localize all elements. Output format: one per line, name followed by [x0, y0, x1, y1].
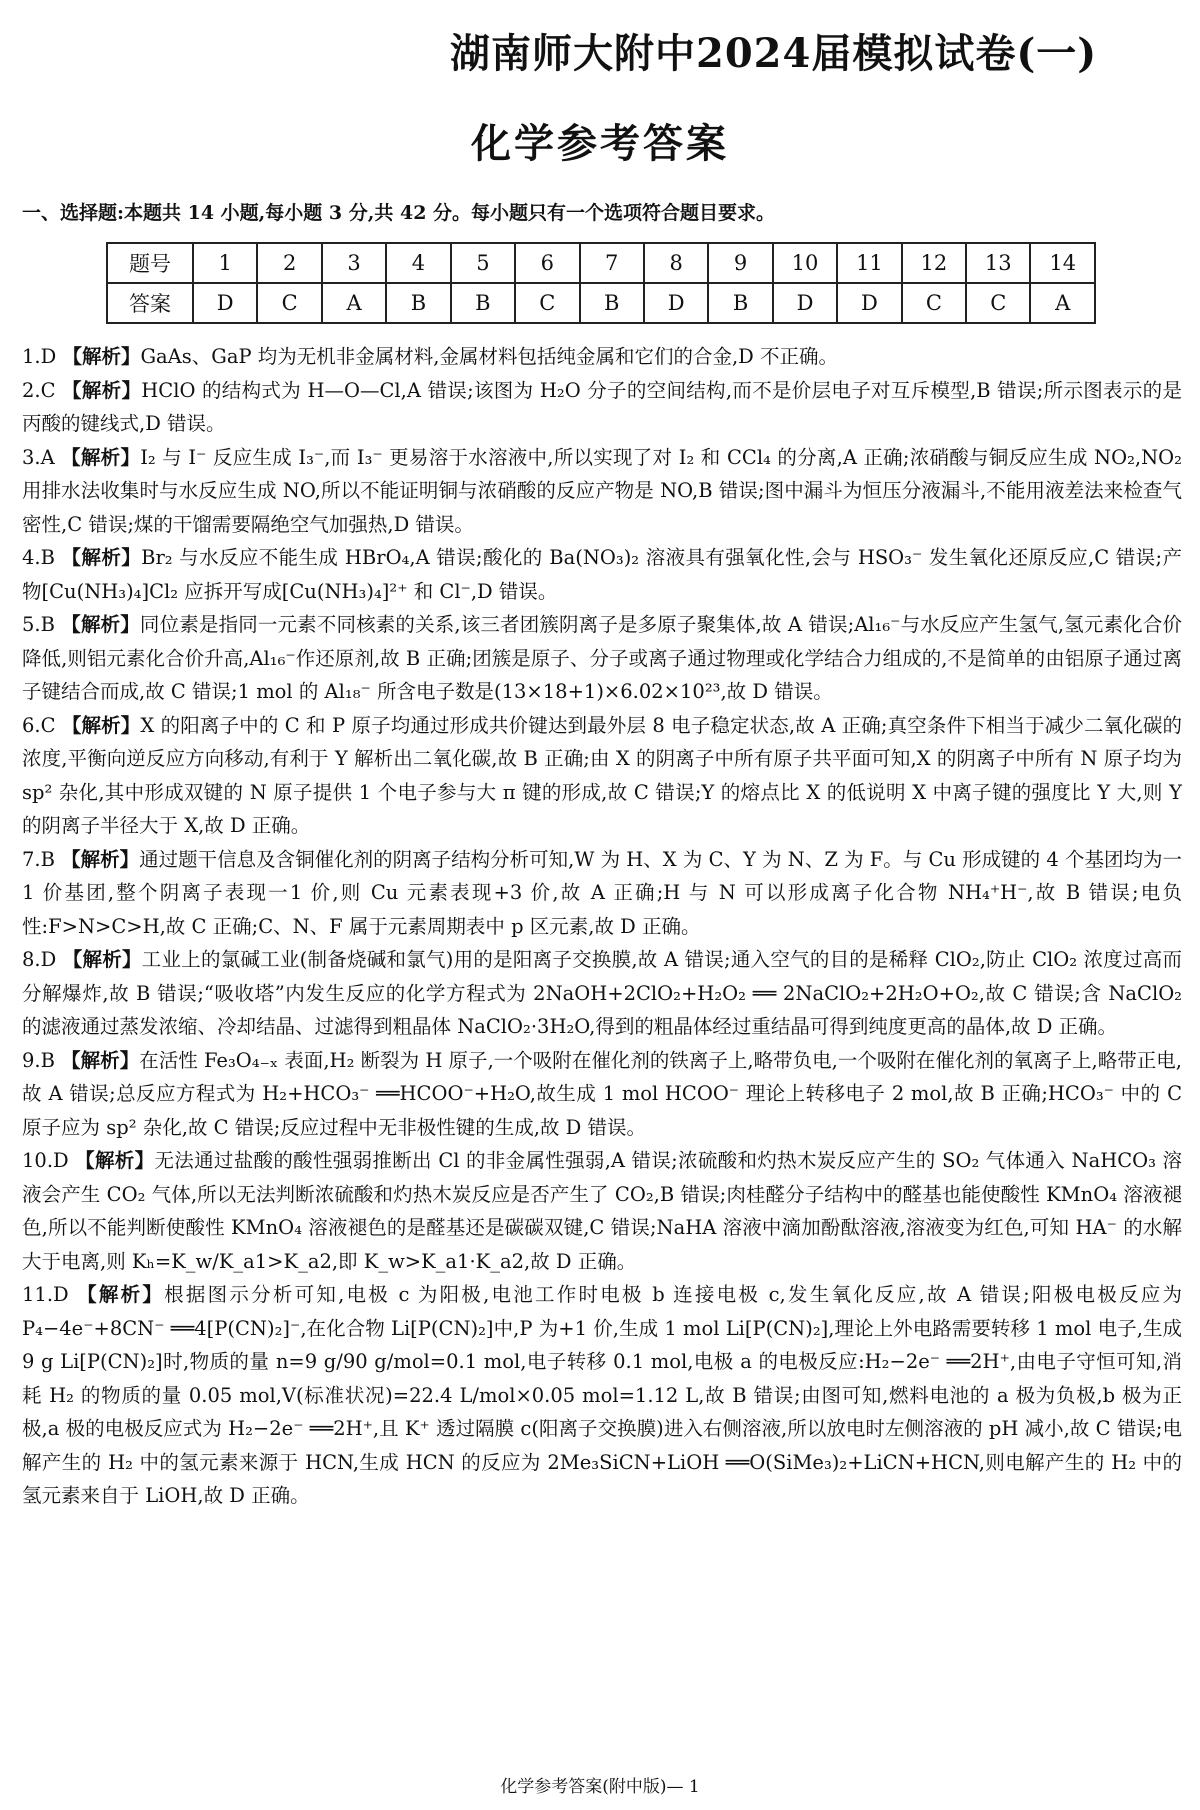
answer-cell: D: [193, 283, 257, 323]
question-number-cell: 1: [193, 243, 257, 283]
explanation-item: [22, 1044, 1182, 1145]
row-label-number: 题号: [107, 243, 193, 283]
explanation-number: 10.D: [22, 1149, 69, 1172]
explanation-item: [22, 1278, 1182, 1513]
answer-cell: A: [322, 283, 386, 323]
explanation-tag: 【解析】: [61, 847, 140, 871]
explanation-item: [22, 1144, 1182, 1278]
explanation-tag: 【解析】: [61, 713, 141, 737]
explanation-item: [22, 340, 1182, 374]
section-heading: 一、选择题:本题共 14 小题,每小题 3 分,共 42 分。每小题只有一个选项符合题目要求。: [22, 202, 776, 224]
answer-cell: C: [966, 283, 1030, 323]
row-label-answer: 答案: [107, 283, 193, 323]
explanation-text: HClO 的结构式为 H—O—Cl,A 错误;该图为 H₂O 分子的空间结构,而不是价层电子对互斥模型,B 错误;所示图表示的是丙酸的键线式,D 错误。: [22, 378, 1182, 435]
explanation-text: I₂ 与 I⁻ 反应生成 I₃⁻,而 I₃⁻ 更易溶于水溶液中,所以实现了对 I₂ 和 CCl₄ 的分离,A 正确;浓硝酸与铜反应生成 NO₂,NO₂ 用排水法收集时与水反应生成 NO,所以不能证明铜与浓硝酸的反应产物是 NO,B 错误;图中漏斗为恒压分液漏斗,不能用液差法来检查气密性,C 错误;煤的干馏需要隔绝空气加强热,D 错误。: [22, 445, 1182, 536]
question-number-cell: 9: [708, 243, 772, 283]
explanation-text: Br₂ 与水反应不能生成 HBrO₄,A 错误;酸化的 Ba(NO₃)₂ 溶液具有强氧化性,会与 HSO₃⁻ 发生氧化还原反应,C 错误;产物[Cu(NH₃)₄]Cl₂ 应拆开写成[Cu(NH₃)₄]²⁺ 和 Cl⁻,D 错误。: [22, 546, 1182, 603]
answer-cell: D: [644, 283, 708, 323]
explanation-number: 9.B: [22, 1048, 55, 1072]
page-title: 化学参考答案: [471, 120, 729, 167]
answer-cell: C: [515, 283, 579, 323]
exam-title: 湖南师大附中2024届模拟试卷(一): [450, 30, 1098, 77]
explanation-tag: 【解析】: [61, 445, 141, 469]
explanation-number: 5.B: [22, 613, 55, 636]
answer-cell: C: [257, 283, 321, 323]
question-number-cell: 13: [966, 243, 1030, 283]
explanation-text: 工业上的氯碱工业(制备烧碱和氯气)用的是阳离子交换膜,故 A 错误;通入空气的目的是稀释 ClO₂,防止 ClO₂ 浓度过高而分解爆炸,故 B 错误;“吸收塔”内发生反应的化学方程式为 2NaOH+2ClO₂+H₂O₂ ══ 2NaClO₂+2H₂O+O₂,故 C 错误;含 NaClO₂ 的滤液通过蒸发浓缩、冷却结晶、过滤得到粗晶体 NaClO₂·3H₂O,得到的粗晶体经过重结晶可得到纯度更高的晶体,故 D 正确。: [22, 948, 1182, 1038]
question-number-cell: 3: [322, 243, 386, 283]
question-number-cell: 11: [837, 243, 901, 283]
explanation-item: [22, 608, 1182, 709]
explanation-text: 根据图示分析可知,电极 c 为阳极,电池工作时电极 b 连接电极 c,发生氧化反应,故 A 错误;阳极电极反应为 P₄−4e⁻+8CN⁻ ══4[P(CN)₂]⁻,在化合物 Li[P(CN)₂]中,P 为+1 价,生成 1 mol Li[P(CN)₂],理论上外电路需要转移 1 mol 电子,生成 9 g Li[P(CN)₂]时,物质的量 n=9 g/90 g/mol=0.1 mol,电子转移 0.1 mol,电极 a 的电极反应:H₂−2e⁻ ══2H⁺,由电子守恒可知,消耗 H₂ 的物质的量 0.05 mol,V(标准状况)=22.4 L/mol×0.05 mol=1.12 L,故 B 错误;由图可知,燃料电池的 a 极为负极,b 极为正极,a 极的电极反应式为 H₂−2e⁻ ══2H⁺,且 K⁺ 透过隔膜 c(阳离子交换膜)进入右侧溶液,所以放电时左侧溶液的 pH 减小,故 C 错误;电解产生的 H₂ 中的氢元素来源于 HCN,生成 HCN 的反应为 2Me₃SiCN+LiOH ══O(SiMe₃)₂+LiCN+HCN,则电解产生的 H₂ 中的氢元素来自于 LiOH,故 D 正确。: [22, 1283, 1182, 1507]
answer-row: [107, 283, 1095, 323]
explanation-tag: 【解析】: [61, 613, 140, 636]
answer-cell: B: [451, 283, 515, 323]
explanation-tag: 【解析】: [77, 1283, 165, 1306]
explanation-number: 7.B: [22, 847, 55, 871]
explanation-item: [22, 843, 1182, 944]
explanation-number: 1.D: [22, 345, 57, 368]
explanation-number: 8.D: [22, 948, 57, 971]
question-number-cell: 2: [257, 243, 321, 283]
question-number-cell: 12: [902, 243, 966, 283]
explanation-item: [22, 441, 1182, 542]
explanation-number: 11.D: [22, 1283, 69, 1306]
question-number-cell: 5: [451, 243, 515, 283]
explanation-item: [22, 943, 1182, 1044]
explanation-tag: 【解析】: [62, 378, 142, 402]
explanation-number: 6.C: [22, 713, 56, 737]
page-footer: 化学参考答案(附中版)— 1: [500, 1777, 700, 1797]
explanation-item: [22, 541, 1182, 608]
question-number-cell: 10: [773, 243, 837, 283]
explanation-number: 4.B: [22, 546, 55, 569]
explanation-text: 在活性 Fe₃O₄₋ₓ 表面,H₂ 断裂为 H 原子,一个吸附在催化剂的铁离子上,略带负电,一个吸附在催化剂的氧离子上,略带正电,故 A 错误;总反应方程式为 H₂+HCO₃⁻ ══HCOO⁻+H₂O,故生成 1 mol HCOO⁻ 理论上转移电子 2 mol,故 B 正确;HCO₃⁻ 中的 C 原子应为 sp² 杂化,故 C 错误;反应过程中无非极性键的生成,故 D 错误。: [22, 1048, 1182, 1139]
question-number-cell: 7: [580, 243, 644, 283]
explanation-text: X 的阳离子中的 C 和 P 原子均通过形成共价键达到最外层 8 电子稳定状态,故 A 正确;真空条件下相当于减少二氧化碳的浓度,平衡向逆反应方向移动,有利于 Y 解析出二氧化碳,故 B 正确;由 X 的阴离子中所有原子共平面可知,X 的阴离子中所有 N 原子均为 sp² 杂化,其中形成双键的 N 原子提供 1 个电子参与大 π 键的形成,故 C 错误;Y 的熔点比 X 的低说明 X 中离子键的强度比 Y 大,则 Y 的阴离子半径大于 X,故 D 正确。: [22, 713, 1182, 837]
explanation-tag: 【解析】: [75, 1149, 155, 1172]
question-number-cell: 14: [1030, 243, 1095, 283]
answer-cell: B: [386, 283, 450, 323]
question-number-cell: 8: [644, 243, 708, 283]
explanation-text: GaAs、GaP 均为无机非金属材料,金属材料包括纯金属和它们的合金,D 不正确。: [140, 345, 839, 368]
answer-cell: C: [902, 283, 966, 323]
answer-cell: B: [580, 283, 644, 323]
question-number-cell: 6: [515, 243, 579, 283]
explanation-list: [22, 340, 1182, 1513]
explanation-text: 无法通过盐酸的酸性强弱推断出 Cl 的非金属性强弱,A 错误;浓硫酸和灼热木炭反应产生的 SO₂ 气体通入 NaHCO₃ 溶液会产生 CO₂ 气体,所以无法判断浓硫酸和灼热木炭反应是否产生了 CO₂,B 错误;肉桂醛分子结构中的醛基也能使酸性 KMnO₄ 溶液褪色,所以不能判断使酸性 KMnO₄ 溶液褪色的是醛基还是碳碳双键,C 错误;NaHA 溶液中滴加酚酞溶液,溶液变为红色,可知 HA⁻ 的水解大于电离,则 Kₕ=K_w/K_a1>K_a2,即 K_w>K_a1·K_a2,故 D 正确。: [22, 1149, 1182, 1273]
explanation-tag: 【解析】: [61, 1048, 140, 1072]
answer-cell: D: [837, 283, 901, 323]
explanation-number: 3.A: [22, 445, 55, 469]
question-number-row: [107, 243, 1095, 283]
explanation-tag: 【解析】: [62, 345, 141, 368]
explanation-tag: 【解析】: [61, 546, 142, 569]
explanation-item: [22, 374, 1182, 441]
explanation-tag: 【解析】: [62, 948, 142, 971]
explanation-text: 通过题干信息及含铜催化剂的阴离子结构分析可知,W 为 H、X 为 C、Y 为 N、Z 为 F。与 Cu 形成键的 4 个基团均为一1 价基团,整个阴离子表现一1 价,则 Cu 元素表现+3 价,故 A 正确;H 与 N 可以形成离子化合物 NH₄⁺H⁻,故 B 错误;电负性:F>N>C>H,故 C 正确;C、N、F 属于元素周期表中 p 区元素,故 D 正确。: [22, 847, 1182, 938]
explanation-text: 同位素是指同一元素不同核素的关系,该三者团簇阴离子是多原子聚集体,故 A 错误;Al₁₆⁻与水反应产生氢气,氢元素化合价降低,则铝元素化合价升高,Al₁₆⁻作还原剂,故 B 正确;团簇是原子、分子或离子通过物理或化学结合力组成的,不是简单的由铝原子通过离子键结合而成,故 C 错误;1 mol 的 Al₁₈⁻ 所含电子数是(13×18+1)×6.02×10²³,故 D 错误。: [22, 613, 1182, 703]
explanation-item: [22, 709, 1182, 843]
answer-cell: A: [1030, 283, 1095, 323]
answer-cell: D: [773, 283, 837, 323]
answer-cell: B: [708, 283, 772, 323]
answer-table: [106, 242, 1096, 324]
explanation-number: 2.C: [22, 378, 56, 402]
question-number-cell: 4: [386, 243, 450, 283]
